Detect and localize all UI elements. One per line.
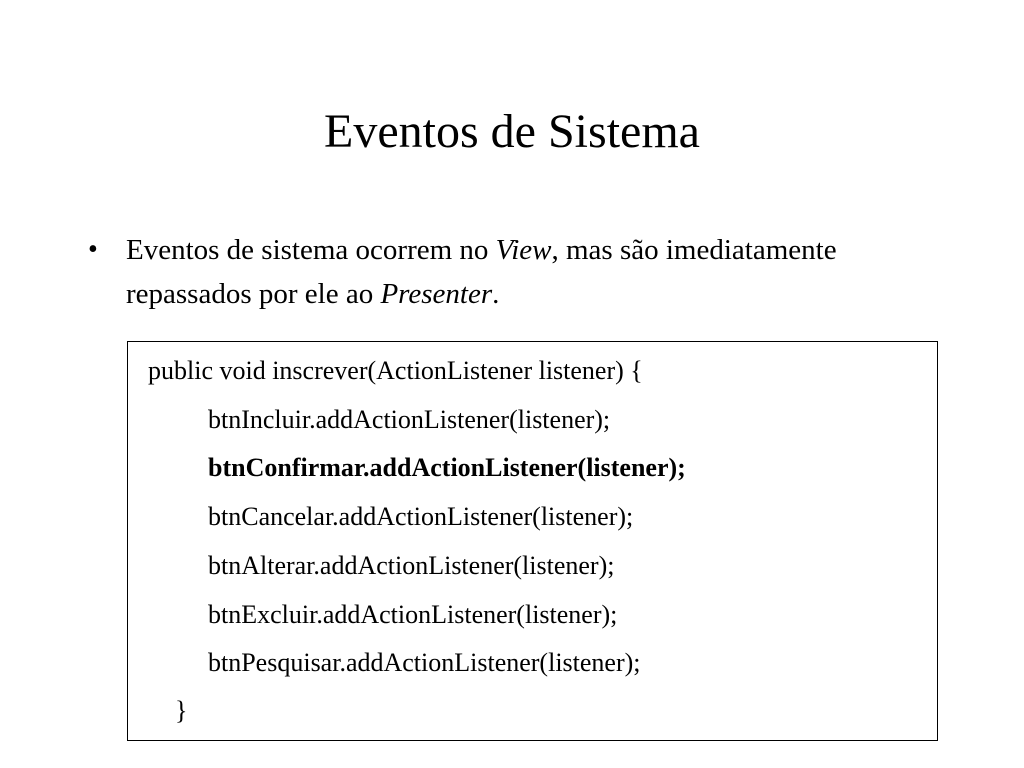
code-line-incluir: btnIncluir.addActionListener(listener);: [208, 405, 611, 434]
bullet-emphasis-presenter: Presenter: [380, 278, 493, 310]
bullet-text-part2: , mas são imediatamente repassados por ele ao: [126, 234, 837, 310]
bullet-marker: •: [88, 234, 98, 265]
slide-title: Eventos de Sistema: [324, 105, 700, 158]
bullet-text-part3: .: [492, 278, 500, 310]
bullet-item: [88, 228, 948, 316]
code-line-excluir: btnExcluir.addActionListener(listener);: [208, 600, 618, 629]
code-line-closing-brace: }: [175, 696, 188, 725]
bullet-text-part1: Eventos de sistema ocorrem no: [126, 234, 496, 266]
bullet-emphasis-view: View: [495, 234, 552, 266]
code-line-method-signature: public void inscrever(ActionListener listener) {: [148, 356, 643, 385]
code-line-alterar: btnAlterar.addActionListener(listener);: [208, 551, 615, 580]
bullet-text: [126, 228, 948, 316]
code-line-cancelar: btnCancelar.addActionListener(listener);: [208, 502, 634, 531]
code-line-pesquisar: btnPesquisar.addActionListener(listener);: [208, 648, 641, 677]
code-box: [127, 341, 938, 741]
code-line-confirmar: btnConfirmar.addActionListener(listener);: [208, 453, 686, 482]
